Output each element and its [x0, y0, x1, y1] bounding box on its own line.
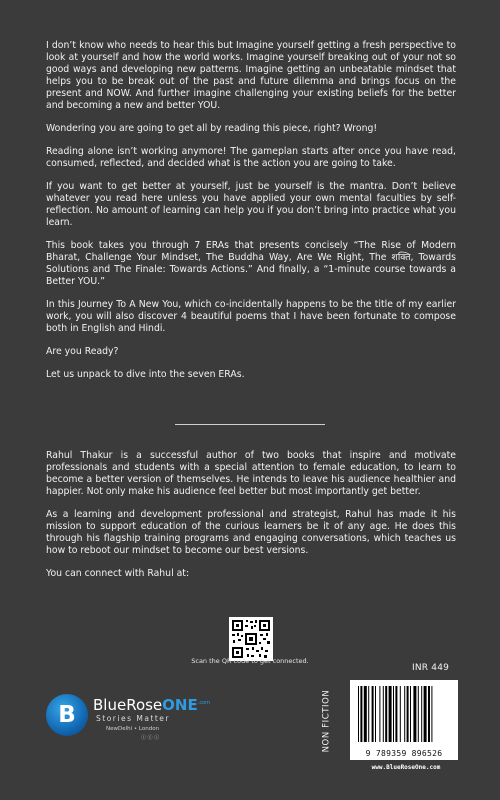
isbn-number: 9 789359 896526: [365, 749, 443, 758]
price-label: INR 449: [412, 663, 450, 673]
publisher-website: www.BlueRoseOne.com: [371, 764, 441, 771]
genre-label: NON FICTION: [321, 689, 332, 753]
section-divider: [175, 424, 325, 425]
bio-paragraph-2: As a learning and development professional and strategist, Rahul has made it his mission to support education of the curious learners be it of any age. He does this through his flagship training programs and engaging conversations, which teaches us how to reboot our mindset to become our best versions.: [46, 509, 456, 556]
book-blurb: [46, 40, 456, 392]
blurb-paragraph-7: Are you Ready?: [46, 346, 119, 357]
publisher-name: BlueRoseONE$^{.com}$: [93, 696, 211, 714]
author-bio: [46, 450, 456, 591]
blurb-paragraph-6: In this Journey To A New You, which co-incidentally happens to be the title of my earlier work, you will also discover 4 beautiful poems that I have been fortunate to compose both in English and Hindi.: [46, 299, 456, 334]
isbn-barcode: [350, 680, 458, 760]
publisher-logo-icon: B: [46, 694, 88, 736]
blurb-paragraph-1: I don’t know who needs to hear this but Imagine yourself getting a fresh perspective to look at yourself and how the world works. Imagine yourself breaking out of your not so good ways and developing new patterns. Imagine getting an unbeatable mindset that helps you to be break out of the past and future dilemma and brings focus on the present and NOW. And further imagine challenging your existing beliefs for the better and becoming a new and better YOU.: [46, 40, 456, 111]
qr-caption: Scan the QR code to get connected.: [191, 657, 309, 665]
publisher-tagline: Stories Matter: [96, 714, 171, 723]
bio-paragraph-1: Rahul Thakur is a successful author of two books that inspire and motivate professionals and students with a special attention to female education, to learn to become a better version of themselves. He intends to leave his audience healthier and happier. Not only make his audience feel better but most importantly get better.: [46, 450, 456, 497]
bio-paragraph-3: You can connect with Rahul at:: [46, 568, 190, 579]
blurb-paragraph-5: This book takes you through 7 ERAs that presents concisely “The Rise of Modern Bharat, Challenge Your Mindset, The Buddha Way, Are We Right, The शक्ति, Towards Solutions and The Finale: Towards Actions.” And finally, a “1-minute course towards a Better YOU.”: [46, 240, 456, 287]
blurb-paragraph-2: Wondering you are going to get all by reading this piece, right? Wrong!: [46, 123, 378, 134]
blurb-paragraph-4: If you want to get better at yourself, just be yourself is the mantra. Don’t believe whatever you read here unless you have applied your own mental faculties by self-reflection. No amount of learning can help you if you don’t bring into practice what you learn.: [46, 181, 456, 228]
qr-code-icon[interactable]: [229, 617, 273, 661]
social-icons: ⓘ ⓕ ⓘ: [141, 735, 160, 741]
publisher-logo: [46, 694, 211, 741]
blurb-paragraph-8: Let us unpack to dive into the seven ERAs.: [46, 369, 245, 380]
blurb-paragraph-3: Reading alone isn’t working anymore! The gameplan starts after once you have read, consumed, reflected, and decided what is the action you are going to take.: [46, 146, 456, 169]
publisher-cities: NewDelhi • London: [106, 726, 160, 732]
